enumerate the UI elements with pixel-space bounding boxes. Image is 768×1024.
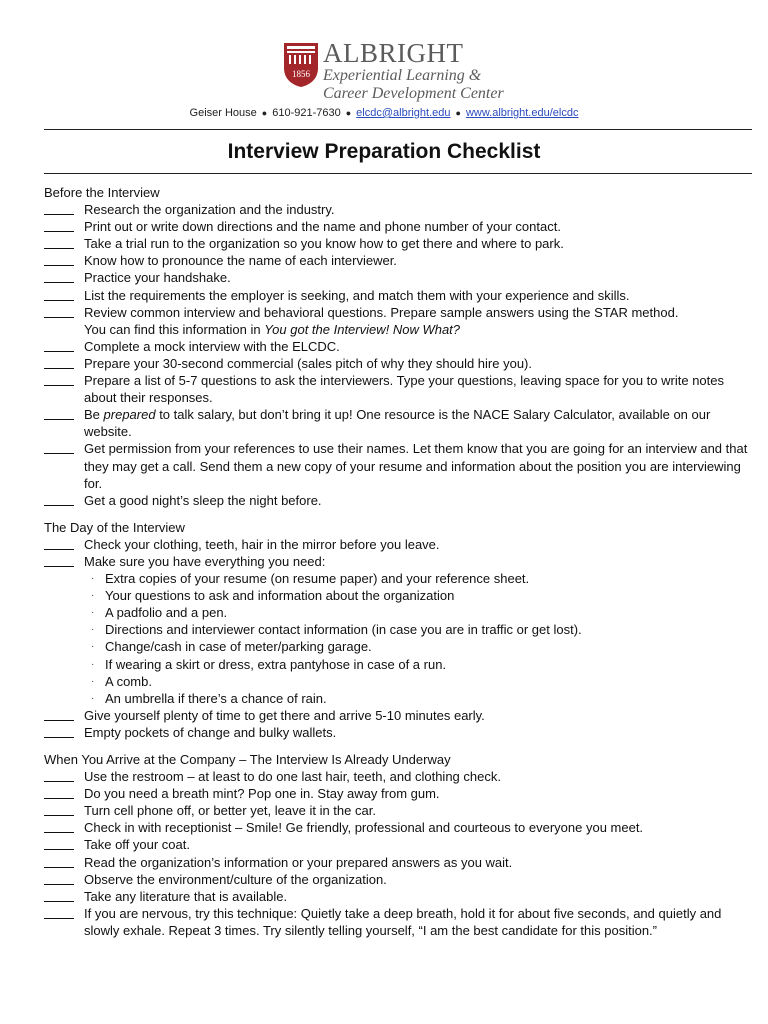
bullet-item: · Your questions to ask and information about the organization [91,588,455,604]
brand-name: ALBRIGHT [323,38,464,68]
bullet-icon: · [91,590,95,602]
checklist-item: Get a good night’s sleep the night before. [44,492,756,509]
checkbox-blank[interactable] [44,287,74,301]
checkbox-blank[interactable] [44,536,74,550]
checkbox-blank[interactable] [44,406,74,420]
checkbox-blank[interactable] [44,888,74,902]
checkbox-blank[interactable] [44,201,74,215]
checklist-item: List the requirements the employer is seeking, and match them with your experience and skills. [44,287,756,304]
checkbox-blank[interactable] [44,707,74,721]
bullet-item: · If wearing a skirt or dress, extra pantyhose in case of a run. [91,656,447,672]
header-divider [44,129,752,130]
shield-year: 1856 [292,69,310,79]
bullet-icon: · [91,658,95,670]
bullet-item: · Change/cash in case of meter/parking garage. [91,639,372,655]
checkbox-blank[interactable] [44,553,74,567]
title-divider [44,173,752,174]
checklist-item: Give yourself plenty of time to get there and arrive 5-10 minutes early. [44,707,756,724]
checklist-item: Read the organization’s information or your prepared answers as you wait. [44,854,756,871]
bullet-item: · An umbrella if there’s a chance of rain. [91,690,327,706]
separator-dot: ● [261,108,268,118]
checkbox-blank[interactable] [44,785,74,799]
brand-subtitle-2: Career Development Center [323,85,504,102]
checklist-item: Practice your handshake. [44,269,756,286]
checklist-item: Know how to pronounce the name of each interviewer. [44,252,756,269]
checkbox-blank[interactable] [44,372,74,386]
albright-logo [283,40,503,106]
checkbox-blank[interactable] [44,235,74,249]
checklist-item: Take a trial run to the organization so you know how to get there and where to park. [44,235,756,252]
bullet-icon: · [91,624,95,636]
bullet-item: · Extra copies of your resume (on resume paper) and your reference sheet. [91,571,530,587]
checkbox-blank[interactable] [44,338,74,352]
checkbox-blank[interactable] [44,218,74,232]
checkbox-blank[interactable] [44,819,74,833]
checkbox-blank[interactable] [44,802,74,816]
contact-location: Geiser House [189,107,257,119]
checkbox-blank[interactable] [44,854,74,868]
contact-email-link[interactable]: elcdc@albright.edu [356,107,451,119]
checkbox-blank[interactable] [44,252,74,266]
checklist-item: Research the organization and the industry. [44,201,756,218]
checklist-item: Take any literature that is available. [44,888,756,905]
separator-dot: ● [345,108,352,118]
brand-subtitle-1: Experiential Learning & [323,67,482,84]
section-heading-before: Before the Interview [44,185,160,200]
checkbox-blank[interactable] [44,836,74,850]
checklist-item: Complete a mock interview with the ELCDC. [44,338,756,355]
shield-icon [283,42,319,88]
checkbox-blank[interactable] [44,871,74,885]
contact-website-link[interactable]: www.albright.edu/elcdc [465,107,579,119]
contact-line [0,107,768,119]
checklist-item: Check in with receptionist – Smile! Ge friendly, professional and courteous to everyone you meet. [44,819,756,836]
separator-dot: ● [455,108,461,118]
section-heading-arrive: When You Arrive at the Company – The Interview Is Already Underway [44,752,451,767]
checklist-item: Do you need a breath mint? Pop one in. Stay away from gum. [44,785,756,802]
checkbox-blank[interactable] [44,355,74,369]
checklist-item: Be prepared to talk salary, but don’t bring it up! One resource is the NACE Salary Calculator, available on our website. [44,406,756,440]
bullet-item: · Directions and interviewer contact information (in case you are in traffic or get lost). [91,622,582,638]
checklist-item: Get permission from your references to use their names. Let them know that you are going for an interview and that they may get a call. Send them a new copy of your resume and information about the position you are interviewing for. [44,440,756,491]
bullet-icon: · [91,641,95,653]
checklist-item: Review common interview and behavioral questions. Prepare sample answers using the STAR method. You can find this information in You got the Interview! Now What? [44,304,756,338]
checklist-item: Take off your coat. [44,836,756,853]
section-heading-day: The Day of the Interview [44,519,185,535]
page-title: Interview Preparation Checklist [227,140,541,163]
checklist-item: Make sure you have everything you need: [44,553,756,570]
checkbox-blank[interactable] [44,724,74,738]
bullet-icon: · [91,607,95,619]
checklist-item: Prepare your 30-second commercial (sales pitch of why they should hire you). [44,355,756,372]
bullet-icon: · [91,692,95,704]
checkbox-blank[interactable] [44,768,74,782]
checkbox-blank[interactable] [44,440,74,454]
checkbox-blank[interactable] [44,492,74,506]
bullet-icon: · [91,573,95,585]
checkbox-blank[interactable] [44,905,74,919]
checklist-item: Use the restroom – at least to do one last hair, teeth, and clothing check. [44,768,756,785]
contact-phone: 610-921-7630 [272,107,341,119]
bullet-icon: · [91,675,95,687]
checkbox-blank[interactable] [44,304,74,318]
bullet-item: · A padfolio and a pen. [91,605,228,621]
checklist-item: Turn cell phone off, or better yet, leave it in the car. [44,802,756,819]
checklist-item: Prepare a list of 5-7 questions to ask the interviewers. Type your questions, leaving space for you to write notes about their responses. [44,372,756,406]
bullet-item: · A comb. [91,673,152,689]
checklist-body [44,184,756,939]
checkbox-blank[interactable] [44,269,74,283]
checklist-item: Check your clothing, teeth, hair in the mirror before you leave. [44,536,756,553]
checklist-item: If you are nervous, try this technique: Quietly take a deep breath, hold it for about five seconds, and quietly and slowly exhale. Repeat 3 times. Try silently telling yourself, “I am the best candidate for this position.” [44,905,756,939]
checklist-item: Print out or write down directions and the name and phone number of your contact. [44,218,756,235]
checklist-item: Empty pockets of change and bulky wallets. [44,724,756,741]
checklist-item: Observe the environment/culture of the organization. [44,871,756,888]
